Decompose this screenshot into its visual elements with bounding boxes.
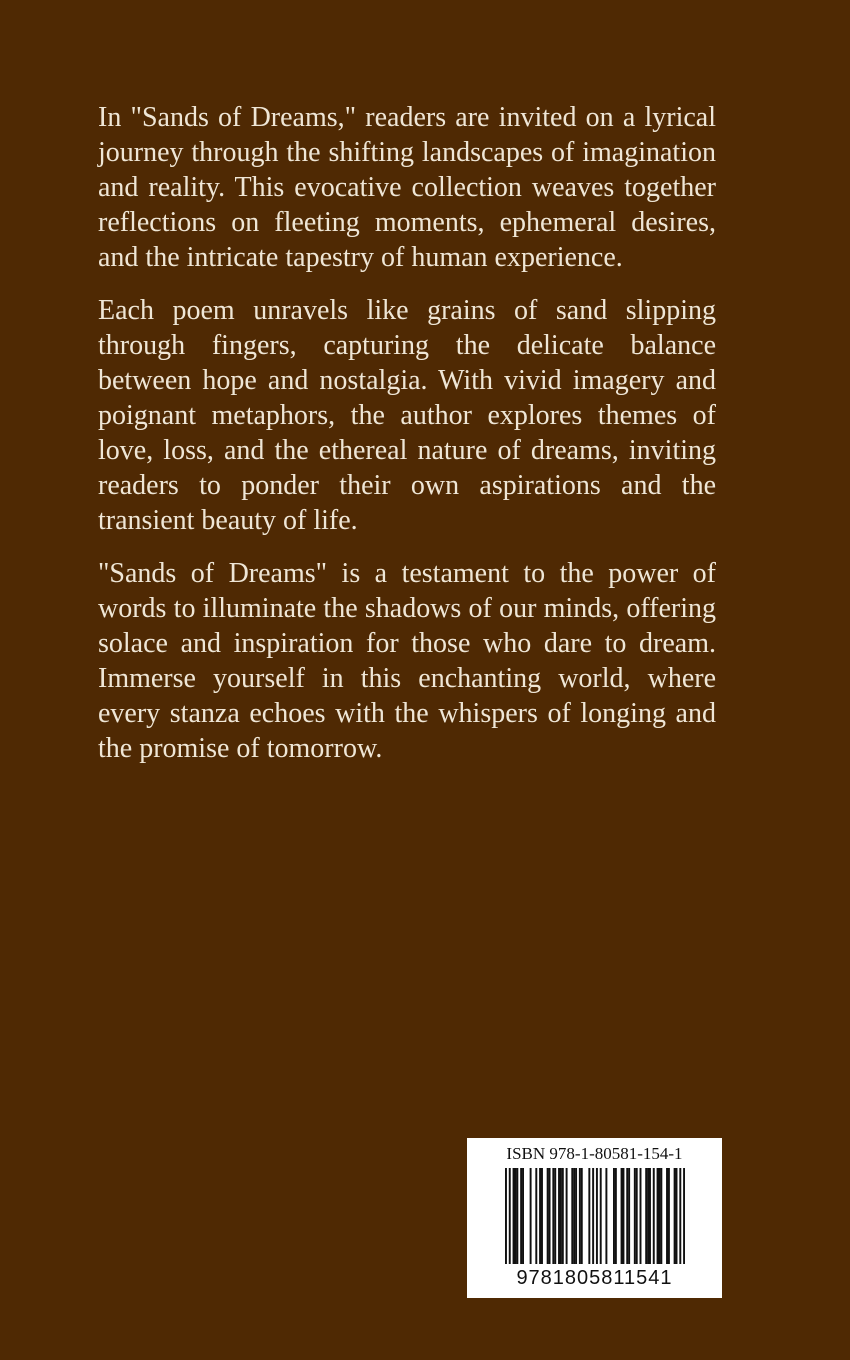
barcode-bars (505, 1168, 685, 1264)
isbn-label: ISBN 978-1-80581-154-1 (506, 1144, 683, 1163)
barcode-bar (640, 1168, 642, 1264)
barcode-bar (581, 1168, 583, 1264)
barcode-bar (552, 1168, 554, 1264)
barcode-bar (541, 1168, 543, 1264)
barcode-bar (592, 1168, 594, 1264)
barcode-bar (535, 1168, 537, 1264)
barcode-bar (522, 1168, 524, 1264)
barcode-bar (520, 1168, 522, 1264)
barcode-bar (573, 1168, 575, 1264)
isbn-barcode (467, 1138, 722, 1298)
barcode-bar (579, 1168, 581, 1264)
barcode-bar (571, 1168, 573, 1264)
barcode-bar (658, 1168, 660, 1264)
barcode-bar (558, 1168, 560, 1264)
barcode-bar (530, 1168, 532, 1264)
barcode-bar (649, 1168, 651, 1264)
barcode-bar (666, 1168, 668, 1264)
barcode-bar (683, 1168, 685, 1264)
blurb-paragraph-1: In "Sands of Dreams," readers are invited on a lyrical journey through the shifting landscapes of imagination and reality. This evocative collection weaves together reflections on fleeting moments, ephemeral desires, and the intricate tapestry of human experience. (98, 102, 716, 273)
barcode-bar (660, 1168, 662, 1264)
barcode-bar (622, 1168, 624, 1264)
barcode-bar (626, 1168, 628, 1264)
barcode-bar (636, 1168, 638, 1264)
barcode-bar (516, 1168, 518, 1264)
barcode-bar (509, 1168, 511, 1264)
barcode-bar (549, 1168, 551, 1264)
barcode-bar (554, 1168, 556, 1264)
barcode-number: 9781805811541 (516, 1267, 673, 1289)
barcode-bar (628, 1168, 630, 1264)
barcode-bar (647, 1168, 649, 1264)
barcode-bar (657, 1168, 659, 1264)
barcode-bar (514, 1168, 516, 1264)
barcode-bar (634, 1168, 636, 1264)
blurb-text (98, 100, 716, 784)
barcode-bar (562, 1168, 564, 1264)
barcode-bar (679, 1168, 681, 1264)
barcode-bar (613, 1168, 615, 1264)
barcode-bar (653, 1168, 655, 1264)
blurb-paragraph-3: "Sands of Dreams" is a testament to the power of words to illuminate the shadows of our minds, offering solace and inspiration for those who dare to dream. Immerse yourself in this enchanting world, where every stanza echoes with the whispers of longing and the promise of tomorrow. (98, 558, 716, 764)
barcode-bar (560, 1168, 562, 1264)
barcode-bar (539, 1168, 541, 1264)
barcode-bar (605, 1168, 607, 1264)
barcode-bar (621, 1168, 623, 1264)
barcode-bar (588, 1168, 590, 1264)
blurb-paragraph-2: Each poem unravels like grains of sand slipping through fingers, capturing the delicate balance between hope and nostalgia. With vivid imagery and poignant metaphors, the author explores themes of love, loss, and the ethereal nature of dreams, inviting readers to ponder their own aspirations and the transient beauty of life. (98, 295, 716, 536)
barcode-bar (615, 1168, 617, 1264)
barcode-bar (674, 1168, 676, 1264)
barcode-bar (513, 1168, 515, 1264)
barcode-bar (596, 1168, 598, 1264)
barcode-bar (676, 1168, 678, 1264)
barcode-bar (547, 1168, 549, 1264)
barcode-bar (566, 1168, 568, 1264)
barcode-bar (645, 1168, 647, 1264)
barcode-bar (600, 1168, 602, 1264)
barcode-bar (505, 1168, 507, 1264)
barcode-bar (575, 1168, 577, 1264)
barcode-bar (668, 1168, 670, 1264)
